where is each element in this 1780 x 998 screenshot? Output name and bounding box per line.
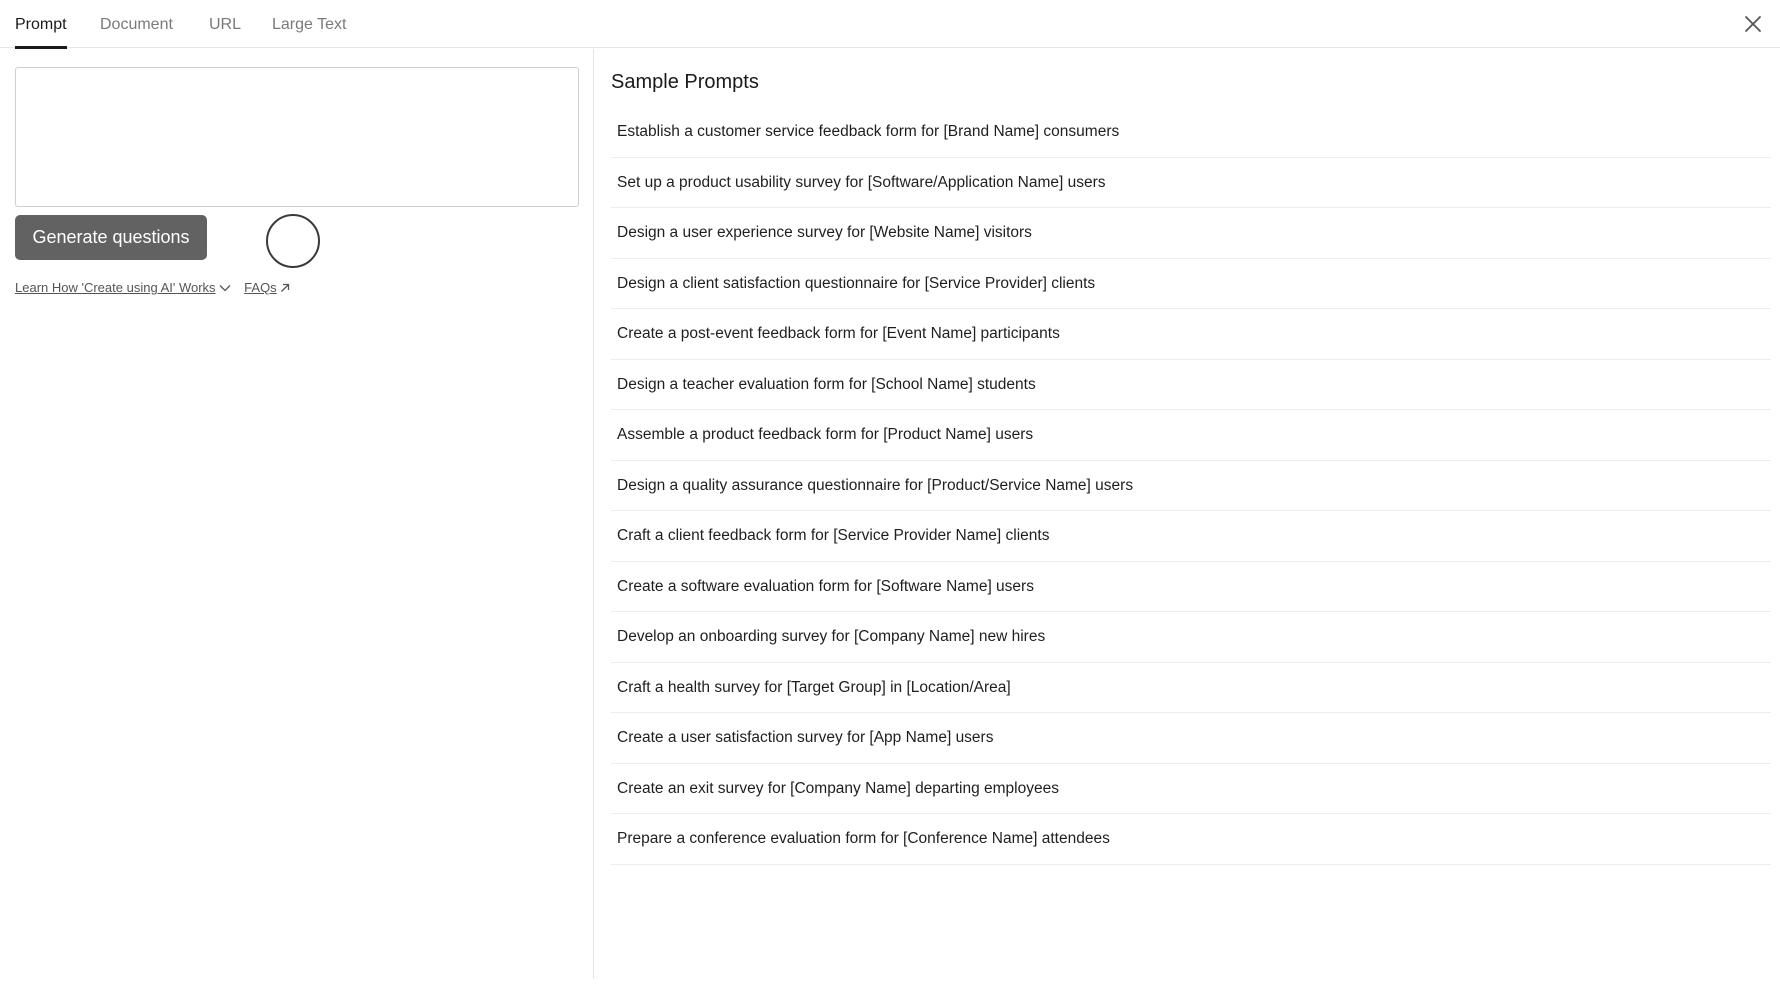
chevron-down-icon bbox=[219, 284, 231, 292]
sample-prompt-item[interactable]: Design a teacher evaluation form for [School Name] students bbox=[611, 360, 1771, 411]
help-links bbox=[15, 280, 290, 295]
sample-prompts-title: Sample Prompts bbox=[611, 71, 759, 93]
tab-large-text[interactable]: Large Text bbox=[272, 16, 347, 33]
tab-prompt[interactable]: Prompt bbox=[15, 0, 67, 48]
loading-spinner bbox=[266, 214, 320, 268]
sample-prompts-list bbox=[611, 107, 1771, 865]
prompt-input[interactable] bbox=[15, 67, 579, 207]
sample-prompt-item[interactable]: Set up a product usability survey for [Software/Application Name] users bbox=[611, 158, 1771, 209]
sample-prompt-item[interactable]: Craft a client feedback form for [Service Provider Name] clients bbox=[611, 511, 1771, 562]
faqs-link[interactable] bbox=[244, 280, 290, 295]
prompt-panel bbox=[0, 49, 594, 979]
sample-prompt-item[interactable]: Assemble a product feedback form for [Product Name] users bbox=[611, 410, 1771, 461]
tab-url[interactable]: URL bbox=[209, 16, 242, 33]
faqs-link-label: FAQs bbox=[244, 280, 277, 295]
sample-prompt-item[interactable]: Create an exit survey for [Company Name] departing employees bbox=[611, 764, 1771, 815]
generate-questions-button[interactable]: Generate questions bbox=[15, 215, 207, 260]
sample-prompt-item[interactable]: Create a software evaluation form for [Software Name] users bbox=[611, 562, 1771, 613]
sample-prompt-item[interactable]: Create a post-event feedback form for [Event Name] participants bbox=[611, 309, 1771, 360]
learn-how-link-label: Learn How 'Create using AI' Works bbox=[15, 280, 216, 295]
sample-prompt-item[interactable]: Create a user satisfaction survey for [App Name] users bbox=[611, 713, 1771, 764]
external-link-icon bbox=[280, 283, 290, 293]
sample-prompt-item[interactable]: Design a quality assurance questionnaire for [Product/Service Name] users bbox=[611, 461, 1771, 512]
sample-prompt-item[interactable]: Prepare a conference evaluation form for [Conference Name] attendees bbox=[611, 814, 1771, 865]
sample-prompt-item[interactable]: Develop an onboarding survey for [Company Name] new hires bbox=[611, 612, 1771, 663]
sample-prompt-item[interactable]: Establish a customer service feedback form for [Brand Name] consumers bbox=[611, 107, 1771, 158]
tab-document[interactable]: Document bbox=[100, 16, 173, 33]
sample-prompt-item[interactable]: Craft a health survey for [Target Group] in [Location/Area] bbox=[611, 663, 1771, 714]
learn-how-link[interactable] bbox=[15, 280, 231, 295]
sample-prompt-item[interactable]: Design a user experience survey for [Website Name] visitors bbox=[611, 208, 1771, 259]
tab-bar bbox=[0, 0, 1780, 48]
close-icon[interactable] bbox=[1742, 13, 1764, 35]
sample-prompt-item[interactable]: Design a client satisfaction questionnaire for [Service Provider] clients bbox=[611, 259, 1771, 310]
